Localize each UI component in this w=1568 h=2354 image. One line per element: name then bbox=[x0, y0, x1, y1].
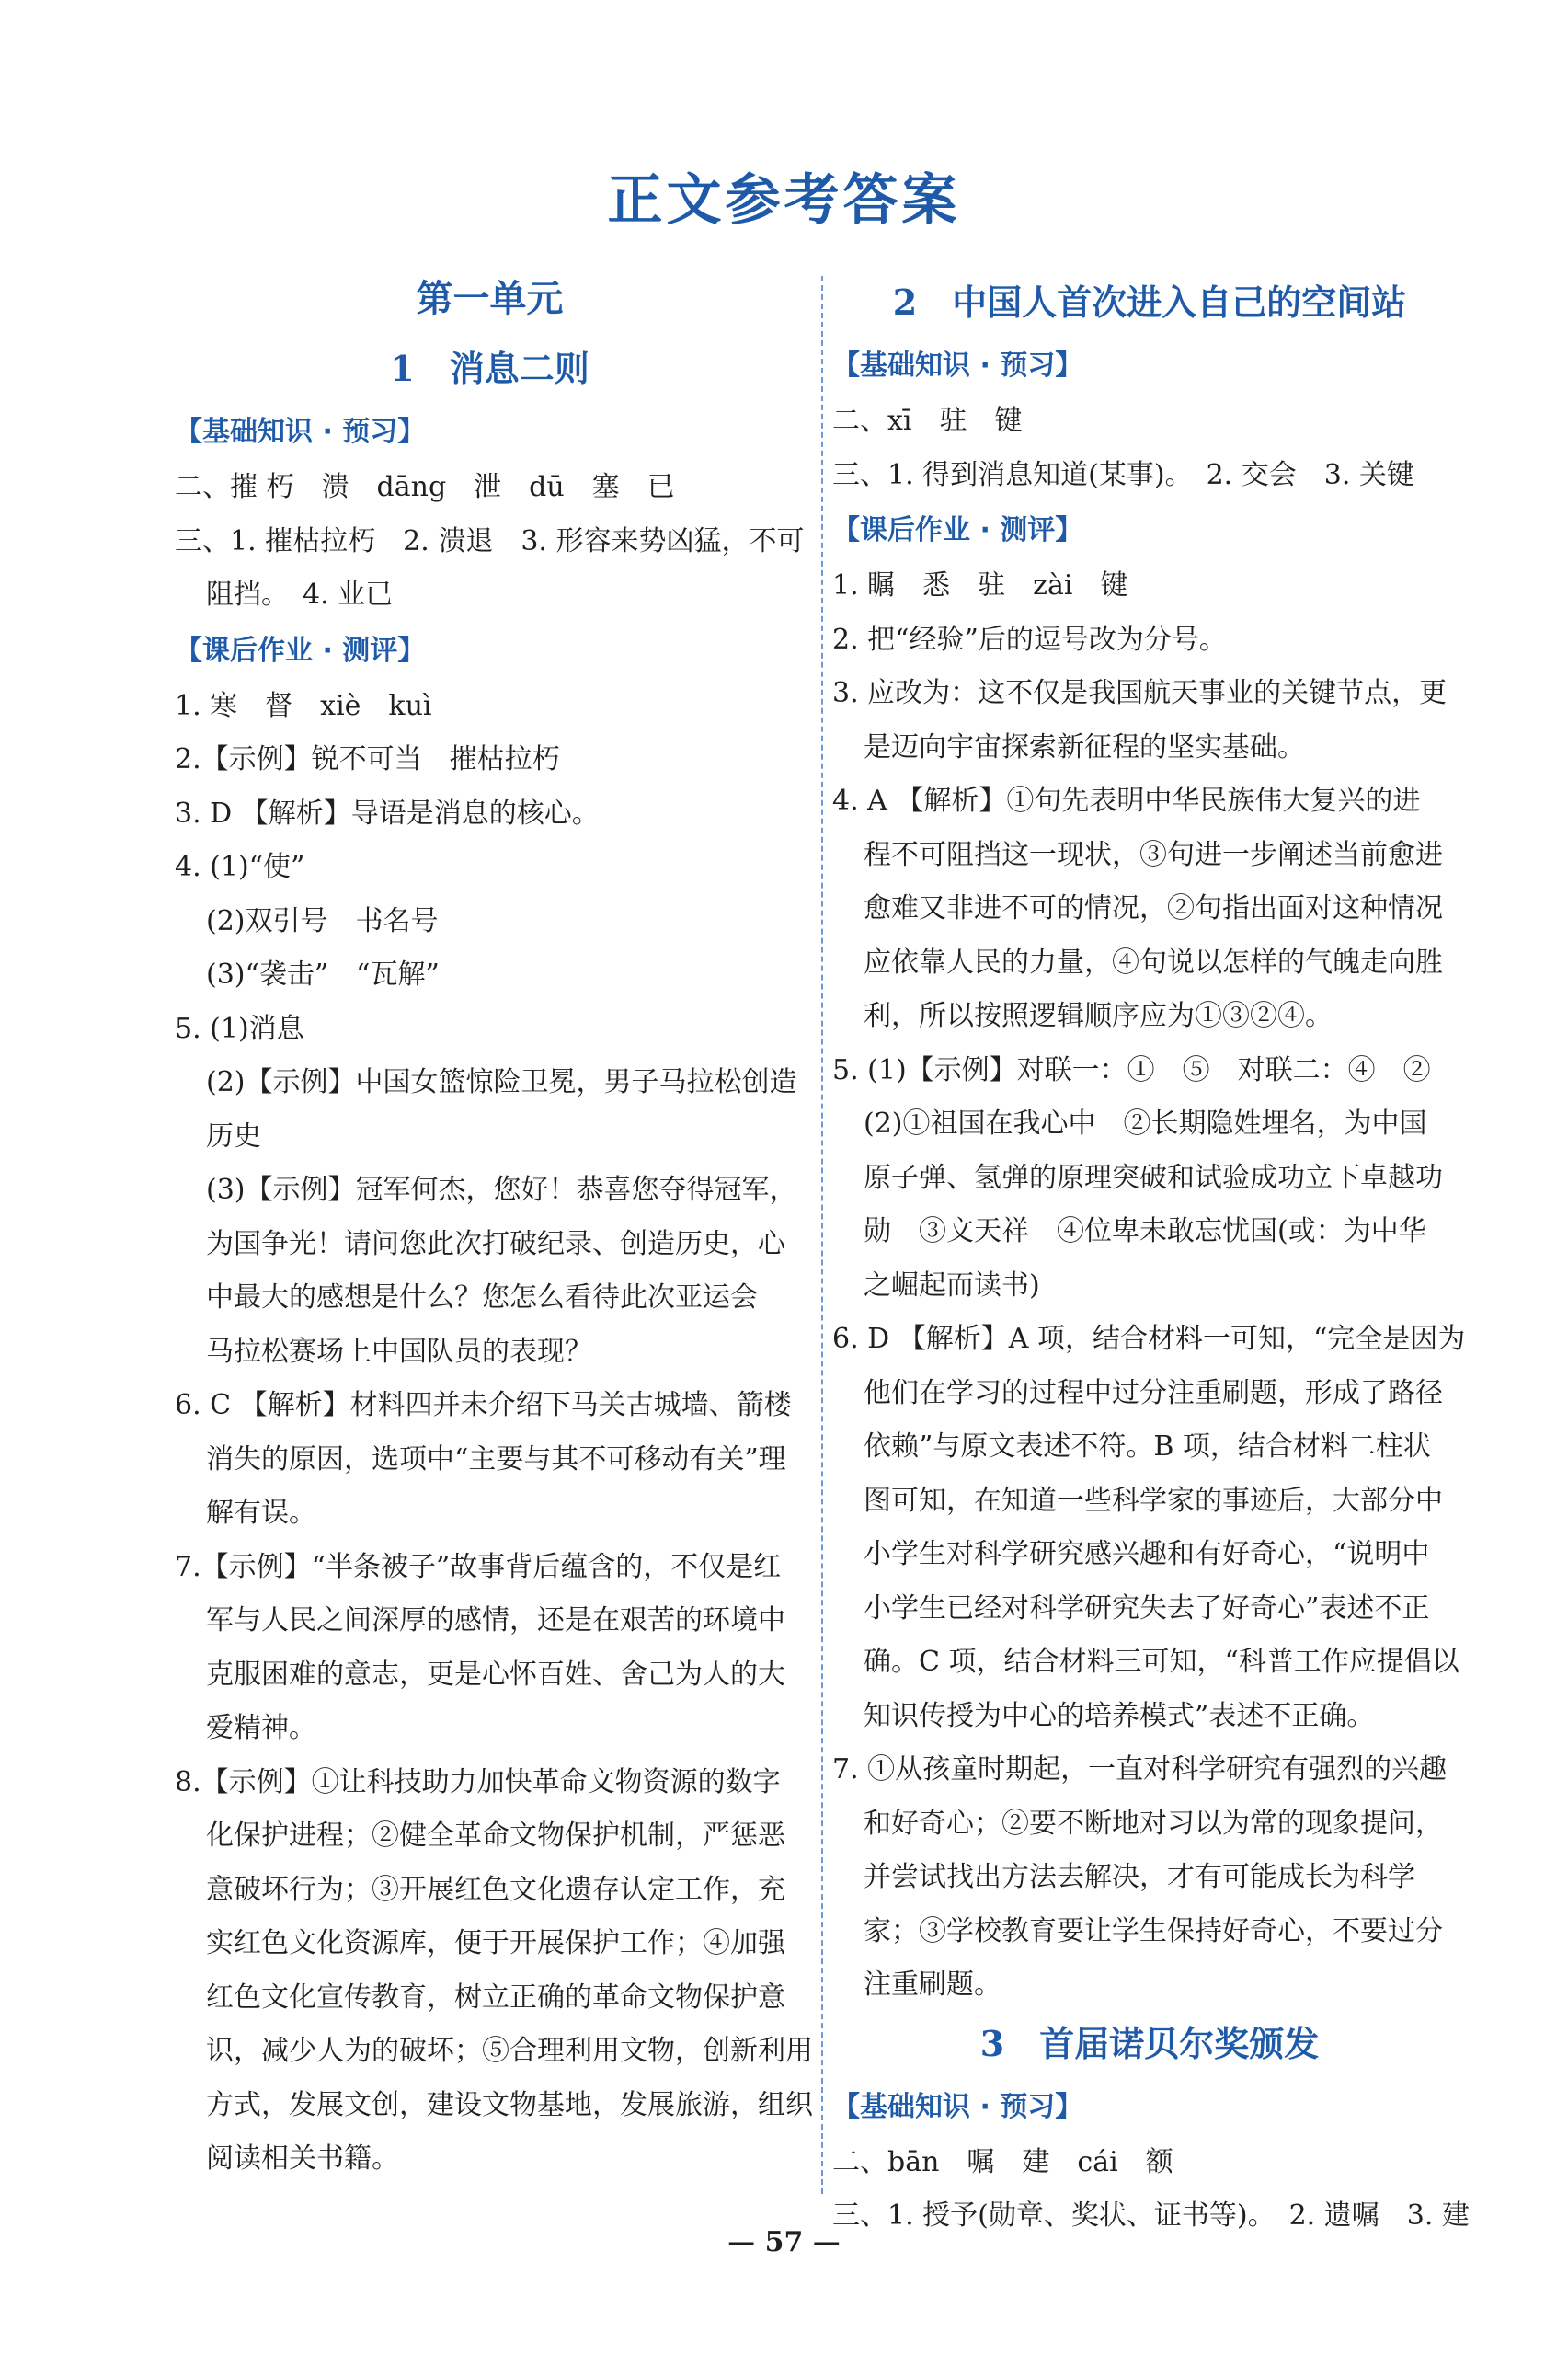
answer-line: 为国争光！请问您此次打破纪录、创造历史，心 bbox=[206, 1227, 785, 1260]
answer-line: 二、xī 驻 键 bbox=[832, 405, 1023, 437]
answer-line: 消失的原因，选项中“主要与其不可移动有关”理 bbox=[206, 1442, 786, 1476]
answer-line: 依赖”与原文表述不符。B 项，结合材料二柱状 bbox=[864, 1430, 1431, 1463]
section-preview: 【基础知识 · 预习】 bbox=[832, 350, 1083, 382]
answer-line: 7. ①从孩童时期起，一直对科学研究有强烈的兴趣 bbox=[832, 1753, 1448, 1786]
answer-line: 克服困难的意志，更是心怀百姓、舍己为人的大 bbox=[206, 1658, 785, 1691]
answer-line: 之崛起而读书) bbox=[864, 1269, 1040, 1302]
answer-line: (2)【示例】中国女篮惊险卫冕，男子马拉松创造 bbox=[206, 1066, 797, 1098]
page-title: 正文参考答案 bbox=[607, 168, 961, 233]
answer-line: 4. (1)“使” bbox=[175, 851, 305, 883]
answer-line: 注重刷题。 bbox=[864, 1969, 1001, 2001]
answer-line: 2.【示例】锐不可当 摧枯拉朽 bbox=[175, 743, 560, 775]
answer-line: 愈难又非进不可的情况，②句指出面对这种情况 bbox=[864, 892, 1443, 924]
answer-line: 利，所以按照逻辑顺序应为①③②④。 bbox=[864, 1000, 1333, 1032]
page-number: — 57 — bbox=[727, 2226, 841, 2258]
answer-line: 5. (1)【示例】对联一：① ⑤ 对联二：④ ② bbox=[832, 1053, 1431, 1086]
lesson-2-title: 2 中国人首次进入自己的空间站 bbox=[892, 281, 1407, 323]
answer-line: 二、bān 嘱 建 cái 额 bbox=[832, 2145, 1173, 2178]
answer-line: 应依靠人民的力量，④句说以怎样的气魄走向胜 bbox=[864, 946, 1443, 979]
answer-line: 历史 bbox=[206, 1120, 261, 1153]
answer-line: 红色文化宣传教育，树立正确的革命文物保护意 bbox=[206, 1981, 785, 2014]
answer-line: 小学生已经对科学研究失去了好奇心”表述不正 bbox=[864, 1591, 1430, 1625]
answer-line: 8.【示例】①让科技助力加快革命文物资源的数字 bbox=[175, 1765, 781, 1798]
answer-line: 爱精神。 bbox=[206, 1712, 316, 1744]
answer-line: 和好奇心；②要不断地对习以为常的现象提问， bbox=[864, 1807, 1443, 1840]
answer-line: 1. 寒 督 xiè kuì bbox=[175, 689, 432, 722]
section-preview-3: 【基础知识 · 预习】 bbox=[832, 2090, 1083, 2123]
answer-line: 确。C 项，结合材料三可知，“科普工作应提倡以 bbox=[864, 1646, 1459, 1678]
answer-line: (3)“袭击” “瓦解” bbox=[206, 959, 440, 991]
answer-line: (2)①祖国在我心中 ②长期隐姓埋名，为中国 bbox=[864, 1108, 1427, 1140]
answer-line: (2)双引号 书名号 bbox=[206, 904, 439, 937]
left-column bbox=[175, 271, 813, 2187]
answer-line: 他们在学习的过程中过分注重刷题，形成了路径 bbox=[864, 1376, 1443, 1409]
answer-line: 军与人民之间深厚的感情，还是在艰苦的环境中 bbox=[206, 1604, 785, 1636]
answer-line: 1. 瞩 悉 驻 zài 键 bbox=[832, 569, 1128, 602]
answer-line: 勋 ③文天祥 ④位卑未敢忘忧国(或：为中华 bbox=[864, 1215, 1426, 1247]
answer-line: 7.【示例】“半条被子”故事背后蕴含的，不仅是红 bbox=[175, 1550, 782, 1583]
answer-line: 三、1. 得到消息知道(某事)。 2. 交会 3. 关键 bbox=[832, 458, 1414, 491]
answer-line: 二、摧 朽 溃 dāng 泄 dū 塞 已 bbox=[175, 471, 675, 503]
answer-line: 知识传授为中心的培养模式”表述不正确。 bbox=[864, 1699, 1375, 1732]
answer-line: 是迈向宇宙探索新征程的坚实基础。 bbox=[864, 730, 1305, 764]
unit-title: 第一单元 bbox=[416, 277, 564, 320]
answer-line: 小学生对科学研究感兴趣和有好奇心，“说明中 bbox=[864, 1538, 1430, 1570]
answer-line: 三、1. 授予(勋章、奖状、证书等)。 2. 遗嘱 3. 建 bbox=[832, 2199, 1470, 2232]
lesson-1-title: 1 消息二则 bbox=[390, 348, 589, 389]
answer-line: 2. 把“经验”后的逗号改为分号。 bbox=[832, 623, 1227, 656]
answer-line: 三、1. 摧枯拉朽 2. 溃退 3. 形容来势凶猛，不可 bbox=[175, 524, 805, 557]
answer-line: 中最大的感想是什么？您怎么看待此次亚运会 bbox=[206, 1281, 758, 1314]
answer-line: 识，减少人为的破坏；⑤合理利用文物，创新利用 bbox=[206, 2035, 813, 2067]
answer-line: 马拉松赛场上中国队员的表现？ bbox=[206, 1335, 592, 1368]
answer-line: (3)【示例】冠军何杰，您好！恭喜您夺得冠军， bbox=[206, 1174, 797, 1206]
answer-line: 化保护进程；②健全革命文物保护机制，严惩恶 bbox=[206, 1820, 785, 1852]
answer-line: 并尝试找出方法去解决，才有可能成长为科学 bbox=[864, 1861, 1415, 1893]
answer-line: 4. A 【解析】①句先表明中华民族伟大复兴的进 bbox=[832, 785, 1421, 817]
answer-line: 阻挡。 4. 业已 bbox=[206, 579, 394, 611]
section-preview: 【基础知识 · 预习】 bbox=[175, 416, 426, 448]
answer-line: 3. D 【解析】导语是消息的核心。 bbox=[175, 797, 600, 830]
answer-line: 阅读相关书籍。 bbox=[206, 2142, 399, 2175]
answer-line: 实红色文化资源库，便于开展保护工作；④加强 bbox=[206, 1927, 785, 1959]
answer-line: 解有误。 bbox=[206, 1497, 316, 1529]
section-homework: 【课后作业 · 测评】 bbox=[175, 634, 426, 667]
column-divider bbox=[821, 276, 823, 2194]
answer-line: 6. D 【解析】A 项，结合材料一可知，“完全是因为 bbox=[832, 1323, 1466, 1355]
lesson-3-title: 3 首届诺贝尔奖颁发 bbox=[979, 2022, 1320, 2064]
answer-line: 原子弹、氢弹的原理突破和试验成功立下卓越功 bbox=[864, 1161, 1443, 1194]
section-homework: 【课后作业 · 测评】 bbox=[832, 514, 1083, 546]
answer-line: 意破坏行为；③开展红色文化遗存认定工作，充 bbox=[206, 1873, 785, 1906]
answer-line: 图可知，在知道一些科学家的事迹后，大部分中 bbox=[864, 1484, 1443, 1517]
answer-line: 方式，发展文创，建设文物基地，发展旅游，组织 bbox=[206, 2088, 813, 2121]
answer-line: 家；③学校教育要让学生保持好奇心，不要过分 bbox=[864, 1914, 1443, 1947]
answer-line: 3. 应改为：这不仅是我国航天事业的关键节点，更 bbox=[832, 677, 1448, 709]
answer-line: 5. (1)消息 bbox=[175, 1012, 304, 1045]
answer-line: 程不可阻挡这一现状，③句进一步阐述当前愈进 bbox=[864, 838, 1443, 871]
answer-line: 6. C 【解析】材料四并未介绍下马关古城墙、箭楼 bbox=[175, 1389, 792, 1421]
right-column bbox=[832, 271, 1470, 2244]
